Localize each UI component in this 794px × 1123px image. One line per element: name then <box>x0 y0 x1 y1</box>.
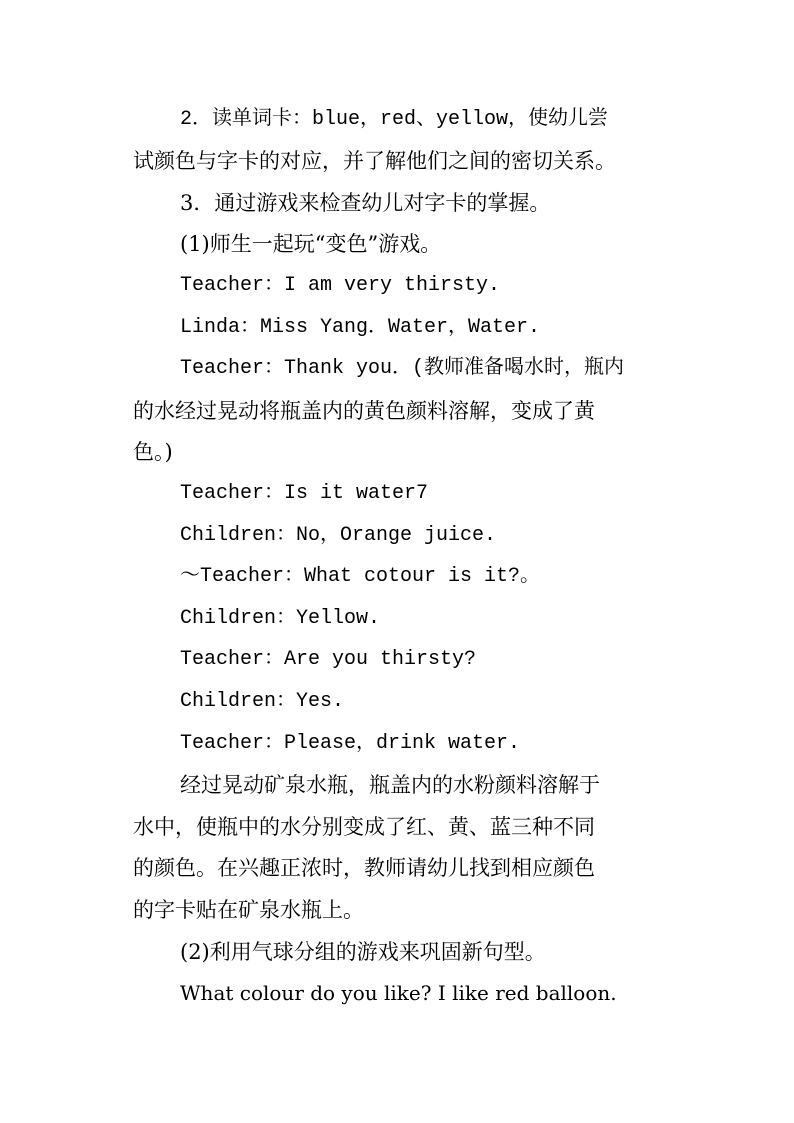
text-line-6: Linda：Miss Yang．Water，Water. <box>180 316 541 339</box>
text-line-19: 的颜色。在兴趣正浓时，教师请幼儿找到相应颜色 <box>133 856 595 880</box>
text-line-3: 3．通过游戏来检查幼儿对字卡的掌握。 <box>180 191 551 215</box>
text-line-11: Children：No，Orange juice. <box>180 524 497 547</box>
text-line-10: Teacher：Is it water7 <box>180 482 429 505</box>
text-line-7: Teacher：Thank you．(教师准备喝水时，瓶内 <box>180 357 625 380</box>
text-line-1: 2．读单词卡：blue，red、yellow，使幼儿尝 <box>180 108 609 131</box>
text-line-2: 试颜色与字卡的对应，并了解他们之间的密切关系。 <box>133 149 616 173</box>
text-line-9: 色。) <box>133 440 173 464</box>
text-line-16: Teacher：Please，drink water. <box>180 732 521 755</box>
text-line-8: 的水经过晃动将瓶盖内的黄色颜料溶解，变成了黄 <box>133 399 595 423</box>
text-line-15: Children：Yes. <box>180 690 345 713</box>
text-line-21: (2)利用气球分组的游戏来巩固新句型。 <box>180 940 546 964</box>
text-line-18: 水中，使瓶中的水分别变成了红、黄、蓝三种不同 <box>133 815 595 839</box>
text-line-22: What colour do you like? I like red balloon. <box>180 981 617 1005</box>
text-line-5: Teacher：I am very thirsty. <box>180 274 501 297</box>
text-line-14: Teacher：Are you thirsty? <box>180 648 477 671</box>
text-line-4: (1)师生一起玩“变色”游戏。 <box>180 232 442 256</box>
text-line-20: 的字卡贴在矿泉水瓶上。 <box>133 898 364 922</box>
text-line-12: ～Teacher：What cotour is it?。 <box>180 565 541 588</box>
text-line-13: Children：Yellow. <box>180 607 381 630</box>
text-line-17: 经过晃动矿泉水瓶，瓶盖内的水粉颜料溶解于 <box>180 773 600 797</box>
